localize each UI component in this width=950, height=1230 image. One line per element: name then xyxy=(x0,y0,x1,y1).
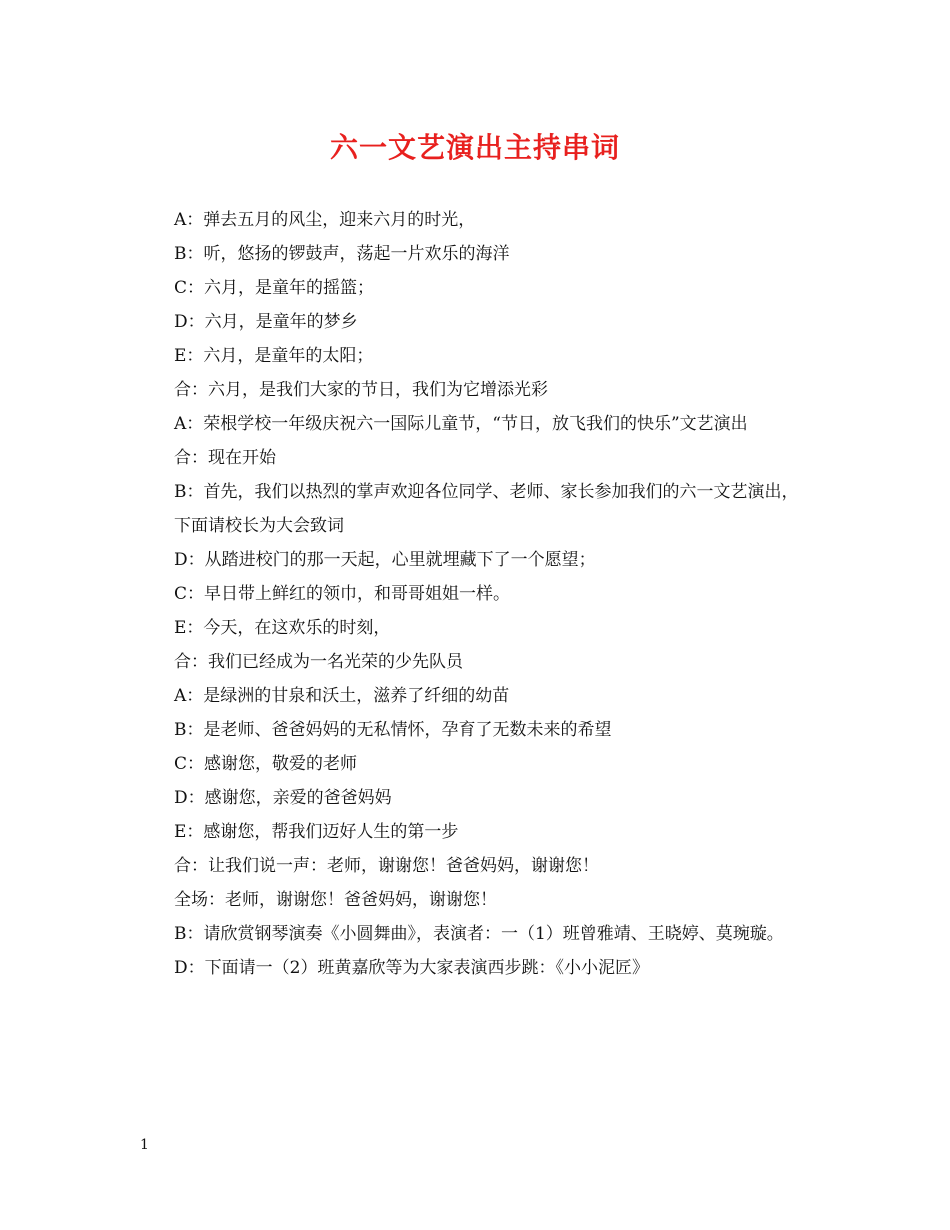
paragraph: A：荣根学校一年级庆祝六一国际儿童节，“节日，放飞我们的快乐”文艺演出 xyxy=(174,414,748,434)
paragraph: A：是绿洲的甘泉和沃土，滋养了纤细的幼苗 xyxy=(174,686,510,706)
paragraph: A：弹去五月的风尘，迎来六月的时光， xyxy=(174,210,476,230)
page-number: 1 xyxy=(140,1137,149,1153)
paragraph: B：首先，我们以热烈的掌声欢迎各位同学、老师、家长参加我们的六一文艺演出， xyxy=(174,482,799,502)
paragraph: 合：现在开始 xyxy=(174,448,276,468)
paragraph: 合：我们已经成为一名光荣的少先队员 xyxy=(174,652,463,672)
paragraph: C：感谢您，敬爱的老师 xyxy=(174,754,358,774)
paragraph: D：感谢您，亲爱的爸爸妈妈 xyxy=(174,788,392,808)
paragraph: 合：六月，是我们大家的节日，我们为它增添光彩 xyxy=(174,380,548,400)
document-body xyxy=(140,203,812,985)
paragraph: C：六月，是童年的摇篮； xyxy=(174,278,375,298)
document-title: 六一文艺演出主持串词 xyxy=(329,131,620,164)
paragraph: D：六月，是童年的梦乡 xyxy=(174,312,358,332)
paragraph: B：请欣赏钢琴演奏《小圆舞曲》，表演者：一（1）班曾雅靖、王晓婷、莫琬璇。 xyxy=(174,924,784,944)
paragraph: E：今天，在这欢乐的时刻， xyxy=(174,618,391,638)
paragraph: 合：让我们说一声：老师，谢谢您！爸爸妈妈，谢谢您！ xyxy=(174,856,599,876)
paragraph: 下面请校长为大会致词 xyxy=(174,516,344,536)
paragraph: D：下面请一（2）班黄嘉欣等为大家表演西步跳：《小小泥匠》 xyxy=(174,958,649,978)
paragraph: E：感谢您，帮我们迈好人生的第一步 xyxy=(174,822,459,842)
paragraph: 全场：老师，谢谢您！爸爸妈妈，谢谢您！ xyxy=(174,890,497,910)
paragraph: C：早日带上鲜红的领巾，和哥哥姐姐一样。 xyxy=(174,584,511,604)
paragraph: D：从踏进校门的那一天起，心里就埋藏下了一个愿望； xyxy=(174,550,596,570)
paragraph: B：是老师、爸爸妈妈的无私情怀，孕育了无数未来的希望 xyxy=(174,720,612,740)
paragraph: E：六月，是童年的太阳； xyxy=(174,346,374,366)
paragraph: B：听，悠扬的锣鼓声，荡起一片欢乐的海洋 xyxy=(174,244,510,264)
